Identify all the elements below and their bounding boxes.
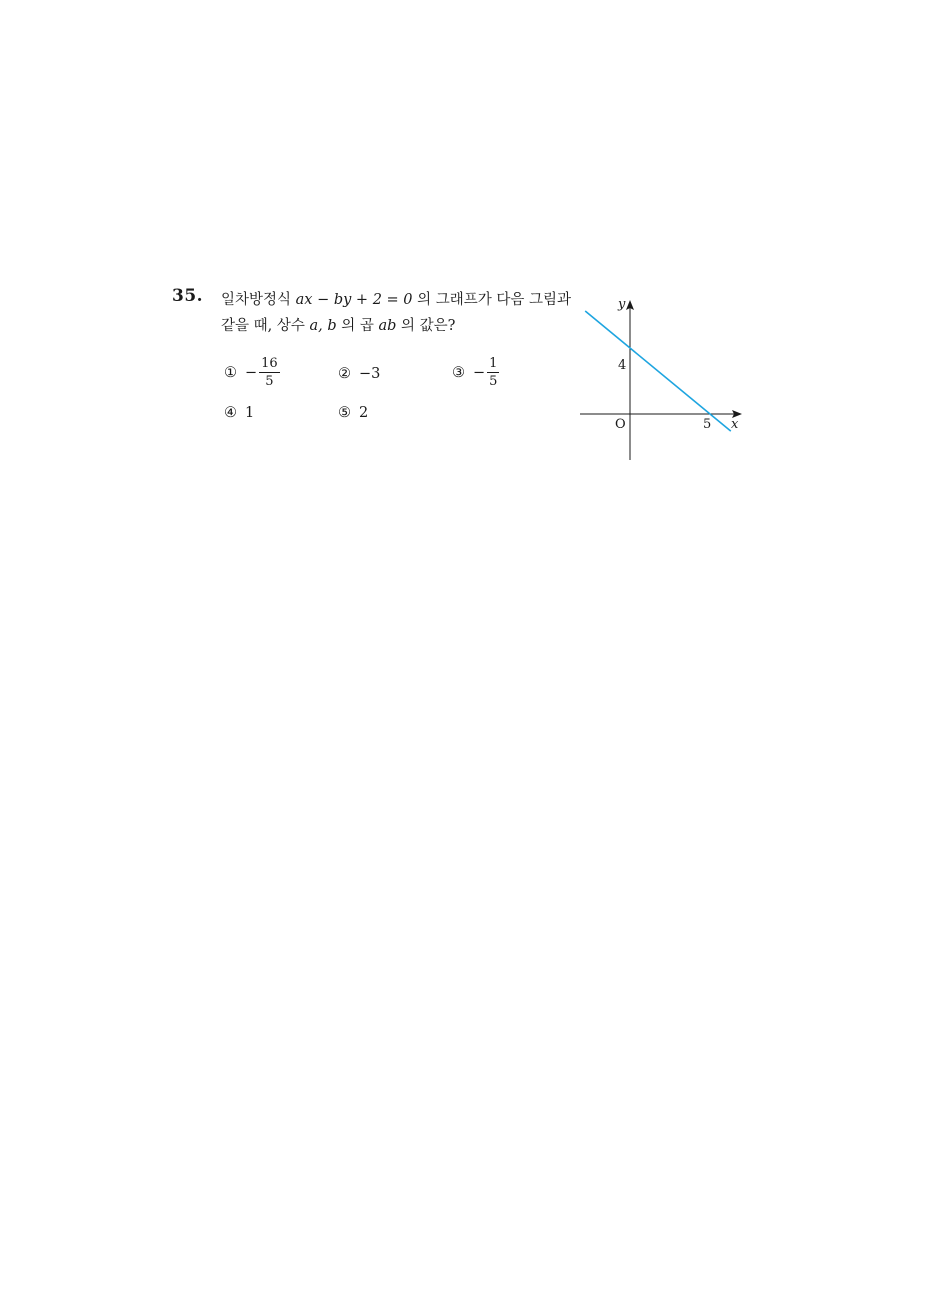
choice-sign: − <box>473 364 486 381</box>
choice-fraction <box>259 356 280 389</box>
x-axis-label: x <box>731 417 739 432</box>
choice-4[interactable] <box>224 405 254 421</box>
graph-line <box>585 311 731 431</box>
choice-mark: ③ <box>452 364 465 381</box>
choice-2[interactable] <box>338 366 380 382</box>
question-number: 35. <box>172 286 204 306</box>
fraction-denominator: 5 <box>265 374 274 389</box>
choice-sign: − <box>245 364 258 381</box>
question-text-part: 의 그래프가 다음 그림과 <box>412 292 572 308</box>
choice-value: 2 <box>359 405 369 421</box>
question-text-part: 의 곱 <box>336 318 379 334</box>
fraction-numerator: 16 <box>261 356 278 371</box>
choice-mark: ① <box>224 364 237 381</box>
choice-mark: ② <box>338 366 351 382</box>
equation: ax − by + 2 = 0 <box>295 292 413 308</box>
question-text-line-1 <box>221 288 571 309</box>
product: ab <box>378 318 397 334</box>
choice-fraction <box>487 356 499 389</box>
choice-value: −3 <box>359 366 381 382</box>
question-text-part: 의 값은? <box>396 318 456 334</box>
question-text-line-2 <box>221 314 455 335</box>
fraction-numerator: 1 <box>489 356 498 371</box>
question-text-part: 일차방정식 <box>221 292 296 308</box>
choice-mark: ⑤ <box>338 405 351 421</box>
choice-mark: ④ <box>224 405 237 421</box>
constants: a, b <box>309 318 337 334</box>
x-intercept-label: 5 <box>703 417 712 432</box>
coordinate-graph <box>574 292 754 467</box>
choice-1[interactable] <box>224 356 280 389</box>
choice-5[interactable] <box>338 405 368 421</box>
origin-label: O <box>615 417 626 432</box>
choice-value: 1 <box>245 405 255 421</box>
y-axis-label: y <box>618 297 626 312</box>
y-intercept-label: 4 <box>618 358 627 373</box>
question-text-part: 같을 때, 상수 <box>221 318 310 334</box>
fraction-denominator: 5 <box>489 374 498 389</box>
choice-3[interactable] <box>452 356 499 389</box>
